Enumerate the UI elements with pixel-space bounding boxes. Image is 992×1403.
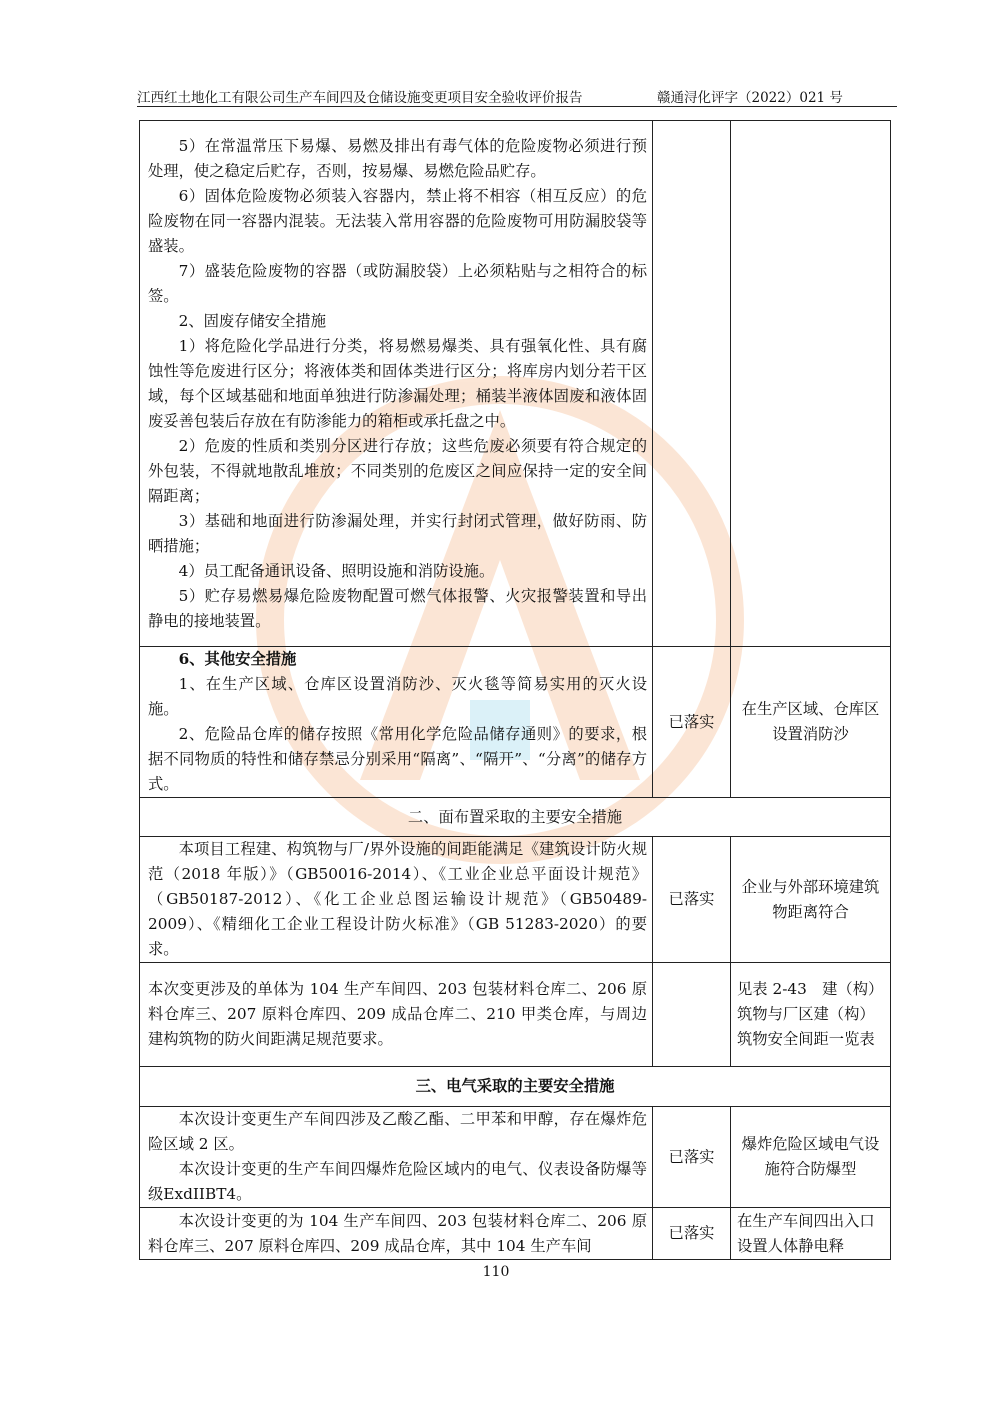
result-cell (731, 121, 891, 647)
section-title: 三、电气采取的主要安全措施 (140, 1067, 891, 1107)
measure-description (140, 121, 653, 647)
table-row (140, 837, 891, 963)
status-cell: 已落实 (653, 837, 731, 963)
measure-line: 本次变更涉及的单体为 104 生产车间四、203 包装材料仓库二、206 原料仓库三、207 原料仓库四、209 成品仓库二、210 甲类仓库，与周边建构筑物的防火间距满足规范要求。 (148, 980, 647, 1048)
result-cell: 在生产区域、仓库区设置消防沙 (731, 647, 891, 798)
page-number: 110 (482, 1264, 510, 1280)
measure-line: 2）危废的性质和类别分区进行存放；这些危废必须要有符合规定的外包装，不得就地散乱堆放；不同类别的危废区之间应保持一定的安全间隔距离； (148, 436, 647, 505)
table-row (140, 1107, 891, 1208)
status-cell: 已落实 (653, 647, 731, 798)
measure-line: 7）盛装危险废物的容器（或防漏胶袋）上必须粘贴与之相符合的标签。 (148, 261, 647, 305)
measure-line: 5）贮存易燃易爆危险废物配置可燃气体报警、火灾报警装置和导出静电的接地装置。 (148, 586, 647, 630)
measure-description (140, 1208, 653, 1260)
result-cell: 见表 2-43 建（构）筑物与厂区建（构）筑物安全间距一览表 (731, 963, 891, 1067)
measure-line: 本次设计变更的生产车间四爆炸危险区域内的电气、仪表设备防爆等级ExdIIBT4。 (148, 1160, 647, 1203)
result-cell: 企业与外部环境建筑物距离符合 (731, 837, 891, 963)
measure-line: 本项目工程建、构筑物与厂/界外设施的间距能满足《建筑设计防火规范（2018 年版）》（GB50016-2014）、《工业企业总平面设计规范》（GB50187-2012）、《化工企业总图运输设计规范》（GB50489-2009）、《精细化工企业工程设计防火标准》（GB 51283-2020）的要求。 (148, 840, 647, 958)
measure-line: 2、固废存储安全措施 (178, 311, 326, 330)
measure-description (140, 647, 653, 798)
measure-line: 4）员工配备通讯设备、照明设施和消防设施。 (178, 561, 495, 580)
table-row (140, 121, 891, 647)
measure-line: 1、在生产区域、仓库区设置消防沙、灭火毯等简易实用的灭火设施。 (148, 675, 647, 718)
page-header (137, 86, 897, 107)
measure-line: 1）将危险化学品进行分类，将易燃易爆类、具有强氧化性、具有腐蚀性等危废进行区分；将液体类和固体类进行区分；将库房内划分若干区域，每个区域基础和地面单独进行防渗漏处理；桶装半液体固废和液体固废妥善包装后存放在有防渗能力的箱柜或承托盘之中。 (148, 336, 647, 430)
table-row (140, 1208, 891, 1260)
measure-line: 本次设计变更生产车间四涉及乙酸乙酯、二甲苯和甲醇，存在爆炸危险区域 2 区。 (148, 1110, 647, 1153)
document-number: 赣通浔化评字（2022）021 号 (657, 90, 843, 106)
measure-line: 本次设计变更的为 104 生产车间四、203 包装材料仓库二、206 原料仓库三、207 原料仓库四、209 成品仓库，其中 104 生产车间 (148, 1211, 647, 1255)
result-cell: 爆炸危险区域电气设施符合防爆型 (731, 1107, 891, 1208)
measure-description (140, 963, 653, 1067)
measure-line: 2、危险品仓库的储存按照《常用化学危险品储存通则》的要求，根据不同物质的特性和储存禁忌分别采用“隔离”、“隔开”、“分离”的储存方式。 (148, 725, 647, 793)
table-row (140, 963, 891, 1067)
measure-heading: 6、其他安全措施 (178, 650, 297, 668)
safety-measures-table (139, 120, 891, 1260)
status-cell: 已落实 (653, 1208, 731, 1260)
table-row (140, 647, 891, 798)
status-cell (653, 963, 731, 1067)
section-title: 二、面布置采取的主要安全措施 (140, 798, 891, 837)
measure-description (140, 837, 653, 963)
status-cell (653, 121, 731, 647)
result-cell: 在生产车间四出入口设置人体静电释 (731, 1208, 891, 1260)
measure-line: 6）固体危险废物必须装入容器内，禁止将不相容（相互反应）的危险废物在同一容器内混装。无法装入常用容器的危险废物可用防漏胶袋等盛装。 (148, 186, 647, 255)
measure-line: 3）基础和地面进行防渗漏处理，并实行封闭式管理，做好防雨、防晒措施； (148, 511, 647, 555)
report-title: 江西红土地化工有限公司生产车间四及仓储设施变更项目安全验收评价报告 (137, 90, 583, 106)
section-row (140, 1067, 891, 1107)
measure-description (140, 1107, 653, 1208)
measure-line: 5）在常温常压下易爆、易燃及排出有毒气体的危险废物必须进行预处理，使之稳定后贮存，否则，按易爆、易燃危险品贮存。 (148, 136, 647, 180)
status-cell: 已落实 (653, 1107, 731, 1208)
section-row (140, 798, 891, 837)
